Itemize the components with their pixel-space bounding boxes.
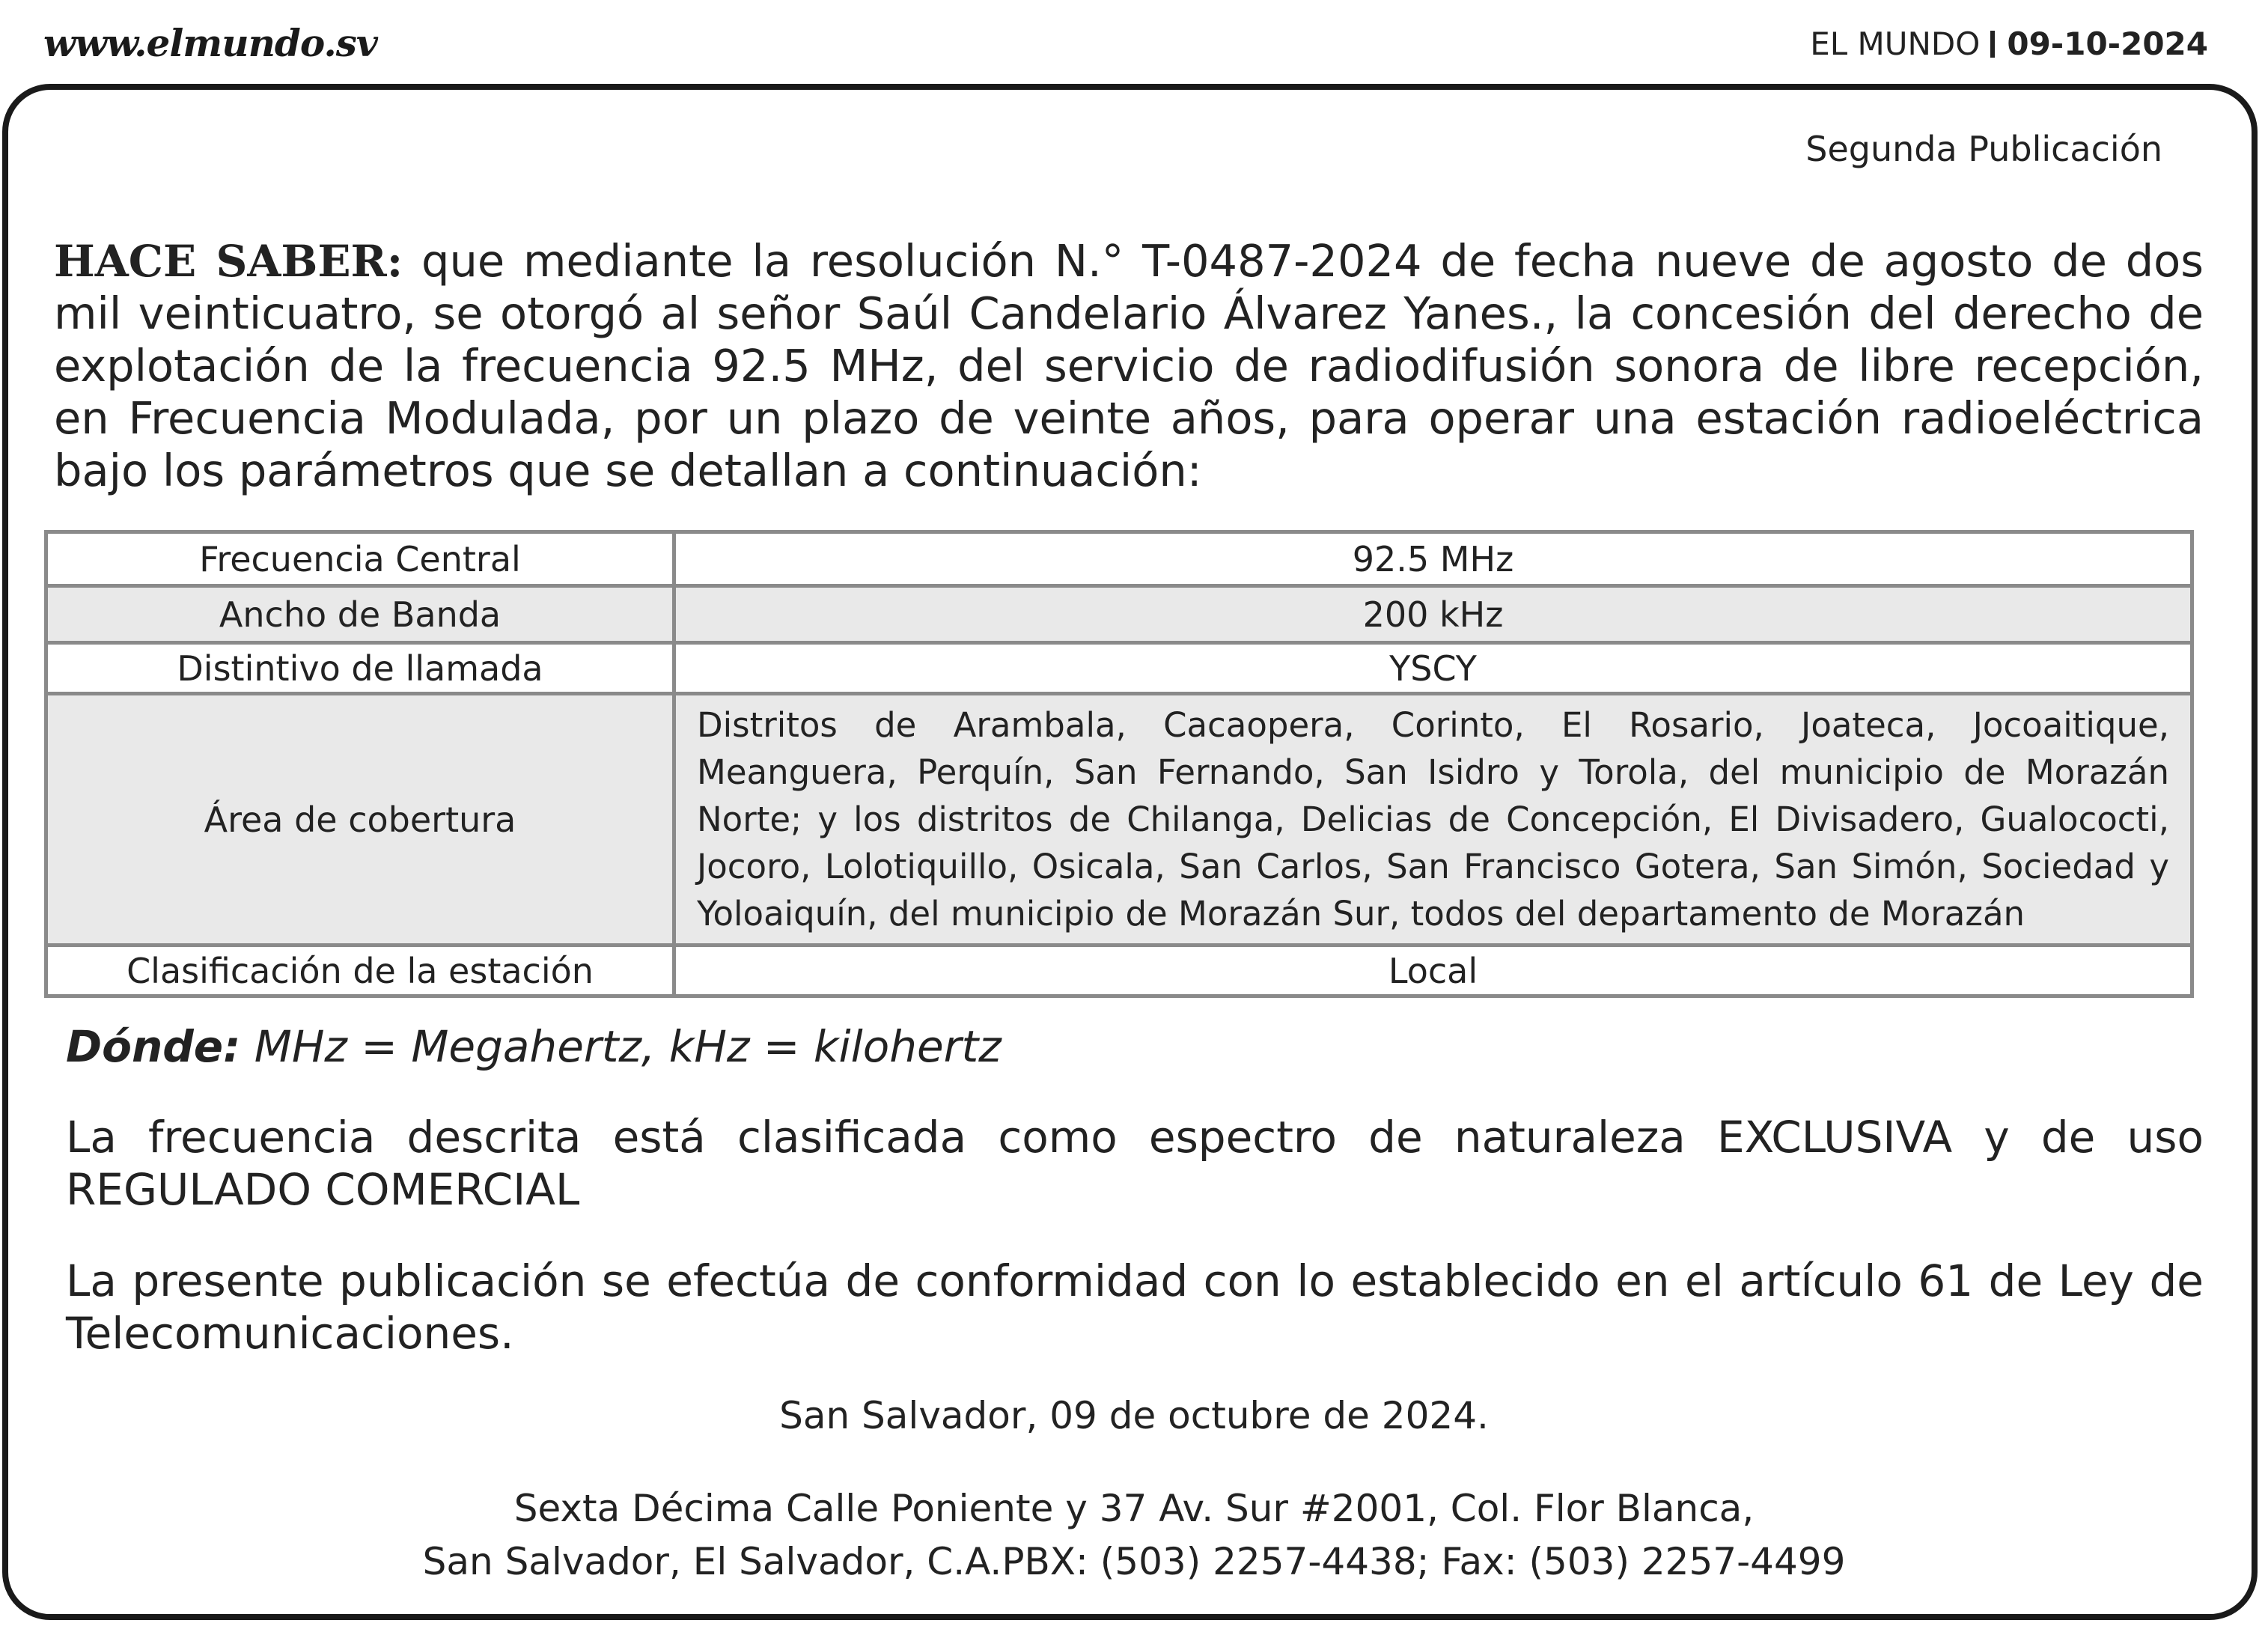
param-value: Distritos de Arambala, Cacaopera, Corinto, El Rosario, Joateca, Jocoaitique, Meanguera, Perquín, San Fernando, San Isidro y Torola, del municipio de Morazán Norte; y los distritos de Chilanga, Delicias de Concepción, El Divisadero, Gualococti, Jocoro, Lolotiquillo, Osicala, San Carlos, San Francisco Gotera, San Simón, Sociedad y Yoloaiquín, del municipio de Morazán Sur, todos del departamento de Morazán (674, 694, 2192, 946)
legal-paragraph: La presente publicación se efectúa de conformidad con lo establecido en el artículo 61 de Ley de Telecomunicaciones. (66, 1255, 2204, 1359)
classification-paragraph: La frecuencia descrita está clasificada como espectro de naturaleza EXCLUSIVA y de uso REGULADO COMERCIAL (66, 1112, 2204, 1215)
param-value: 92.5 MHz (674, 532, 2192, 586)
parameters-table (44, 530, 2194, 998)
address-block (0, 1482, 2268, 1589)
table-row (46, 694, 2192, 946)
header-masthead (1810, 25, 2208, 62)
table-row (46, 643, 2192, 694)
param-label: Clasificación de la estación (46, 946, 674, 996)
header-separator (1990, 31, 1995, 58)
table-row (46, 532, 2192, 586)
param-value: 200 kHz (674, 586, 2192, 643)
legend-lead: Dónde: (66, 1021, 241, 1072)
issue-date: 09-10-2024 (2007, 25, 2208, 62)
site-url: www.elmundo.sv (43, 21, 377, 65)
param-value: Local (674, 946, 2192, 996)
table-row (46, 946, 2192, 996)
intro-lead: HACE SABER: (54, 236, 403, 287)
units-legend (66, 1021, 1002, 1072)
address-line-1: Sexta Décima Calle Poniente y 37 Av. Sur #2001, Col. Flor Blanca, (513, 1487, 1755, 1530)
address-line-2: San Salvador, El Salvador, C.A.PBX: (503) 2257-4438; Fax: (503) 2257-4499 (422, 1540, 1846, 1583)
intro-text: que mediante la resolución N.° T-0487-2024 de fecha nueve de agosto de dos mil veinticuatro, se otorgó al señor Saúl Candelario Álvarez Yanes., la concesión del derecho de explotación de la frecuencia 92.5 MHz, del servicio de radiodifusión sonora de libre recepción, en Frecuencia Modulada, por un plazo de veinte años, para operar una estación radioeléctrica bajo los parámetros que se detallan a continuación: (54, 235, 2204, 496)
table-row (46, 586, 2192, 643)
param-label: Frecuencia Central (46, 532, 674, 586)
publication-label: Segunda Publicación (1805, 129, 2162, 169)
param-label: Distintivo de llamada (46, 643, 674, 694)
notice-intro (54, 235, 2204, 497)
legend-text: MHz = Megahertz, kHz = kilohertz (240, 1021, 1002, 1072)
param-label: Área de cobertura (46, 694, 674, 946)
param-label: Ancho de Banda (46, 586, 674, 643)
newspaper-name: EL MUNDO (1810, 25, 1981, 62)
param-value: YSCY (674, 643, 2192, 694)
place-date: San Salvador, 09 de octubre de 2024. (779, 1394, 1489, 1437)
